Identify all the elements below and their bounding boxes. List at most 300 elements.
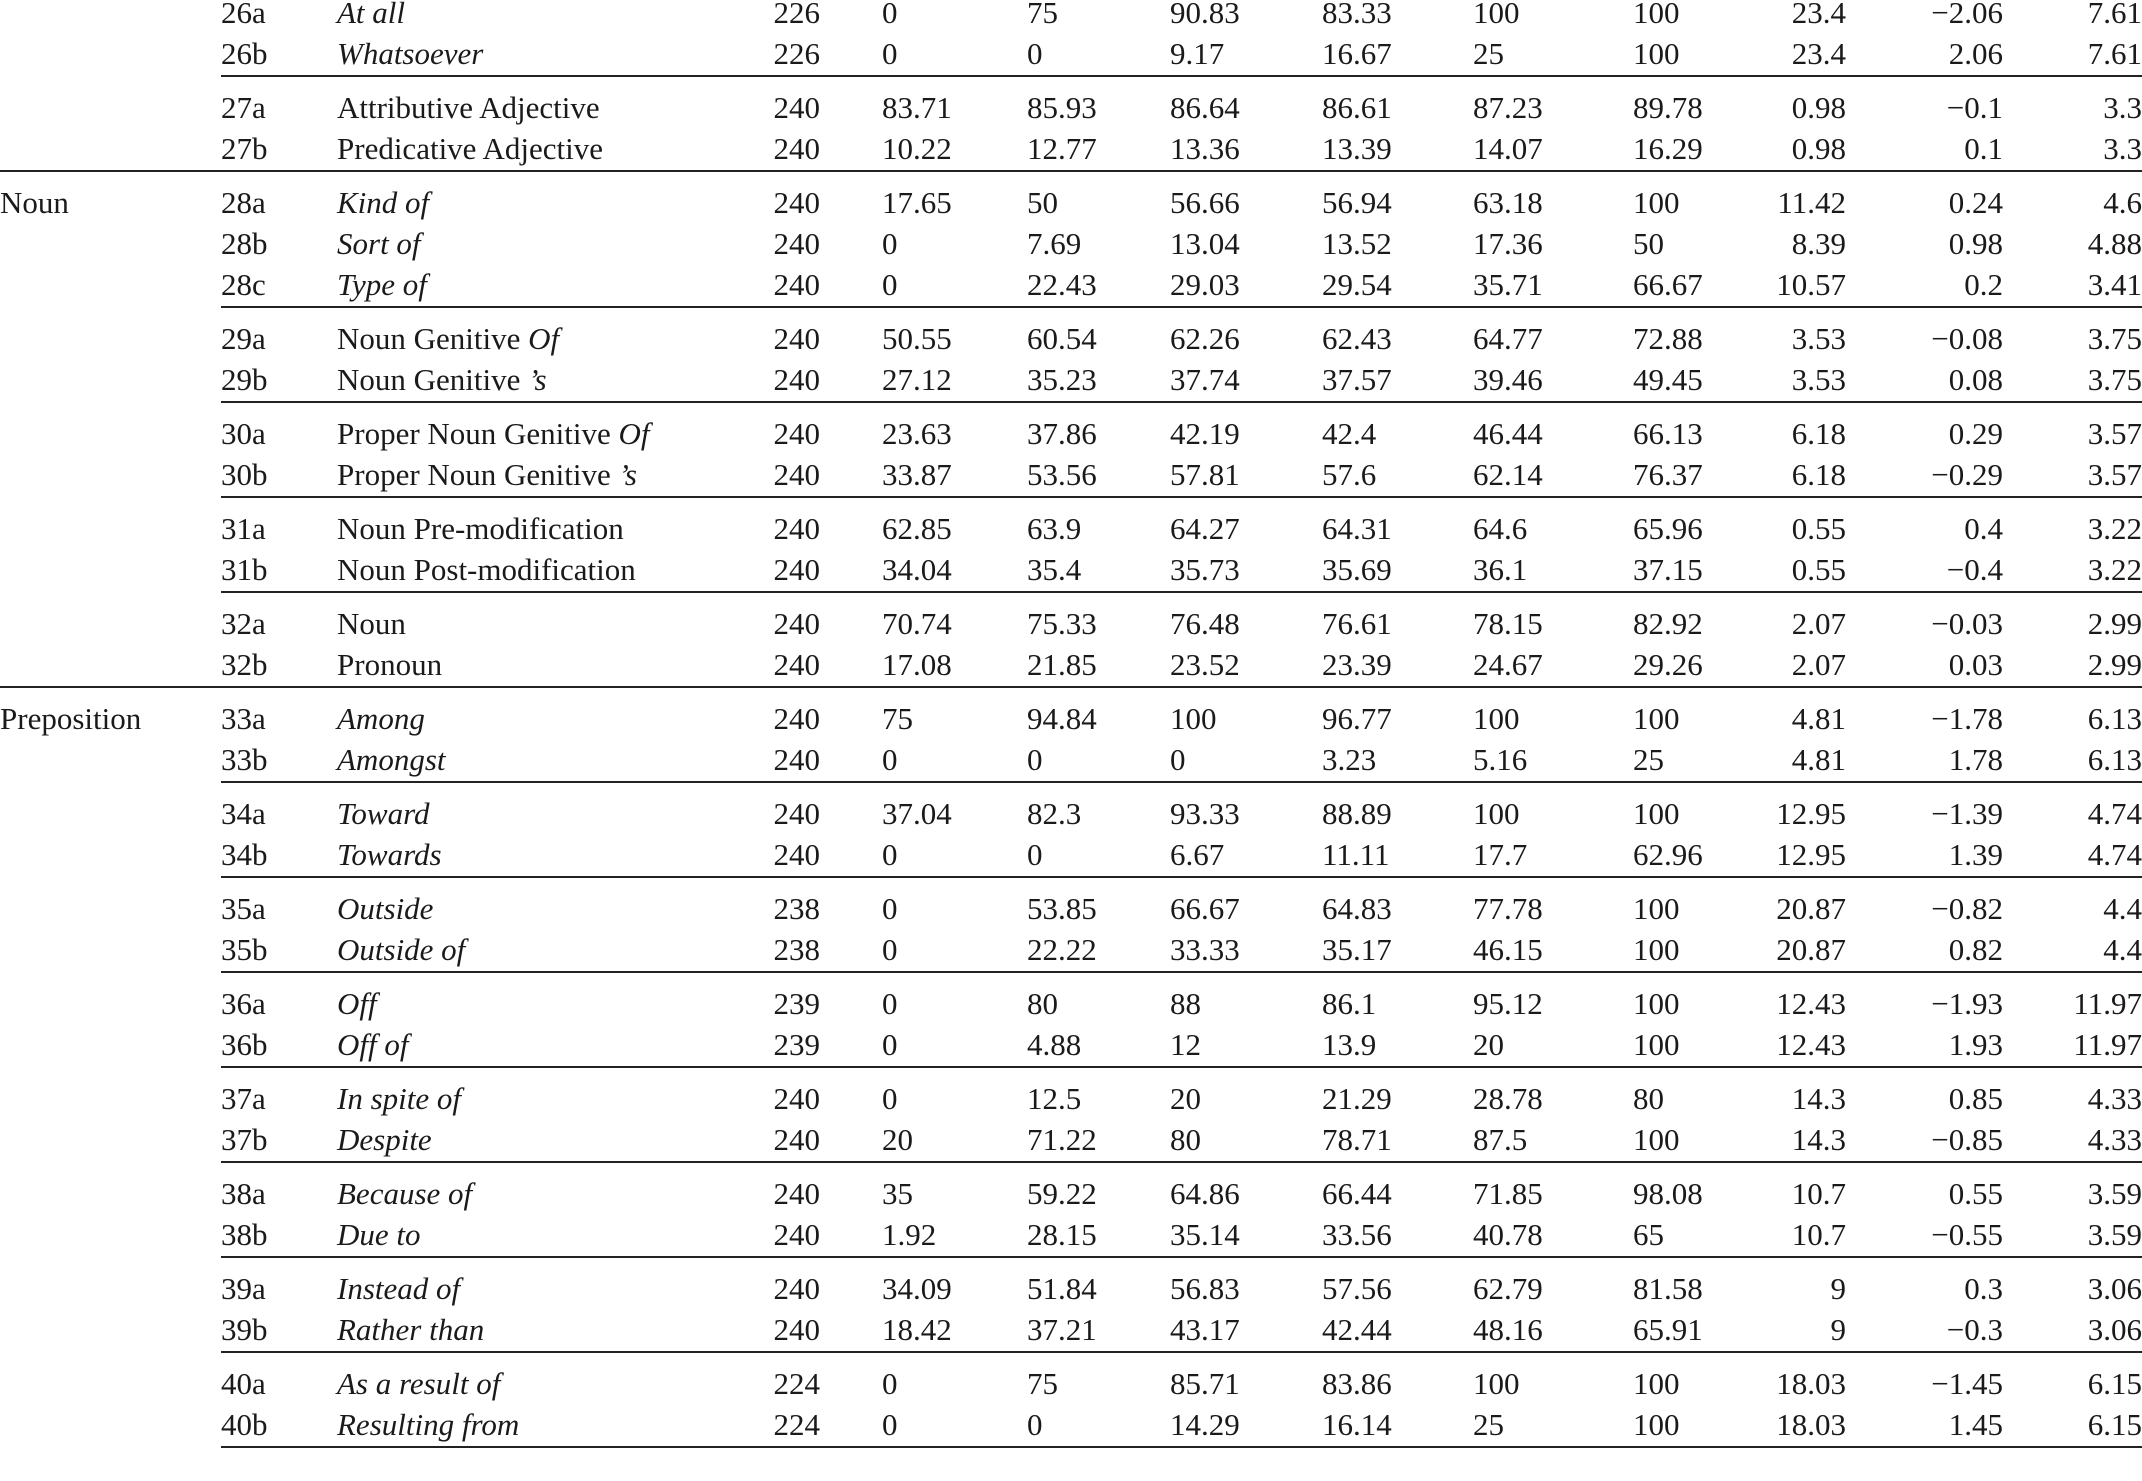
col-min: 10.22 — [882, 131, 952, 166]
row-id: 38b — [221, 1217, 268, 1252]
col-median: 85.71 — [1170, 1366, 1240, 1401]
col-mean: 57.6 — [1322, 457, 1377, 492]
row-label-text: Outside of — [337, 932, 466, 967]
col-q3: 78.15 — [1473, 606, 1543, 641]
col-sd: 20.87 — [1776, 932, 1846, 967]
col-q1: 37.21 — [1027, 1312, 1097, 1347]
col-q1: 51.84 — [1027, 1271, 1097, 1306]
col-q3: 87.5 — [1473, 1122, 1528, 1157]
row-id: 27b — [221, 131, 268, 166]
n-count: 240 — [773, 606, 820, 641]
col-skew: 1.45 — [1948, 1407, 2003, 1442]
col-skew: 1.93 — [1948, 1027, 2003, 1062]
row-id: 36a — [221, 986, 266, 1021]
col-min: 20 — [882, 1122, 913, 1157]
row-label-text: Among — [337, 701, 425, 736]
row-id: 30a — [221, 416, 266, 451]
table-row — [0, 739, 2142, 780]
col-min: 0 — [882, 36, 898, 71]
row-label — [337, 1268, 460, 1309]
col-max: 100 — [1633, 701, 1680, 736]
col-skew: 0.29 — [1948, 416, 2003, 451]
table-row — [0, 1024, 2142, 1065]
col-mean: 64.83 — [1322, 891, 1392, 926]
section-divider — [0, 170, 2142, 172]
col-q3: 40.78 — [1473, 1217, 1543, 1252]
col-q3: 36.1 — [1473, 552, 1528, 587]
col-sd: 11.42 — [1777, 185, 1846, 220]
col-median: 43.17 — [1170, 1312, 1240, 1347]
col-kurt: 3.57 — [2087, 457, 2142, 492]
col-sd: 2.07 — [1791, 606, 1846, 641]
col-max: 100 — [1633, 1366, 1680, 1401]
row-id: 34b — [221, 837, 268, 872]
row-id: 37b — [221, 1122, 268, 1157]
col-q1: 94.84 — [1027, 701, 1097, 736]
row-label — [337, 1173, 472, 1214]
row-label-text: Despite — [337, 1122, 432, 1157]
table-row — [0, 983, 2142, 1024]
row-label-text: Rather than — [337, 1312, 485, 1347]
col-max: 100 — [1633, 185, 1680, 220]
col-sd: 18.03 — [1776, 1407, 1846, 1442]
row-label-italic: Of — [618, 416, 650, 451]
col-kurt: 11.97 — [2073, 986, 2142, 1021]
table-row — [0, 359, 2142, 400]
col-skew: 0.3 — [1964, 1271, 2003, 1306]
table-row — [0, 1173, 2142, 1214]
col-min: 0 — [882, 1081, 898, 1116]
table-row — [0, 128, 2142, 169]
col-q1: 37.86 — [1027, 416, 1097, 451]
row-id: 30b — [221, 457, 268, 492]
row-id: 26a — [221, 0, 266, 30]
category-label: Preposition — [0, 701, 142, 736]
col-kurt: 3.75 — [2087, 362, 2142, 397]
col-min: 1.92 — [882, 1217, 937, 1252]
col-kurt: 4.4 — [2103, 932, 2142, 967]
n-count: 224 — [773, 1366, 820, 1401]
row-label-text: Off — [337, 986, 377, 1021]
pair-divider — [221, 1256, 2142, 1258]
col-kurt: 3.22 — [2087, 552, 2142, 587]
col-q3: 48.16 — [1473, 1312, 1543, 1347]
col-min: 0 — [882, 891, 898, 926]
row-label — [337, 0, 405, 33]
row-label-text: Off of — [337, 1027, 409, 1062]
col-skew: −1.78 — [1931, 701, 2003, 736]
col-median: 20 — [1170, 1081, 1201, 1116]
row-id: 33b — [221, 742, 268, 777]
col-q1: 75.33 — [1027, 606, 1097, 641]
col-skew: −0.4 — [1946, 552, 2003, 587]
col-mean: 13.39 — [1322, 131, 1392, 166]
col-sd: 3.53 — [1791, 362, 1846, 397]
col-min: 0 — [882, 0, 898, 30]
col-skew: −0.1 — [1946, 90, 2003, 125]
col-mean: 56.94 — [1322, 185, 1392, 220]
col-q3: 46.44 — [1473, 416, 1543, 451]
row-label — [337, 128, 603, 169]
row-label — [337, 1309, 484, 1350]
col-max: 100 — [1633, 1027, 1680, 1062]
col-sd: 10.57 — [1776, 267, 1846, 302]
row-label-text: As a result of — [337, 1366, 501, 1401]
col-max: 100 — [1633, 36, 1680, 71]
col-sd: 18.03 — [1776, 1366, 1846, 1401]
row-label-text: Type of — [337, 267, 427, 302]
col-q1: 28.15 — [1027, 1217, 1097, 1252]
col-skew: −0.08 — [1931, 321, 2003, 356]
row-label — [337, 1024, 408, 1065]
n-count: 240 — [773, 552, 820, 587]
col-q1: 0 — [1027, 837, 1043, 872]
col-q1: 4.88 — [1027, 1027, 1082, 1062]
row-label — [337, 33, 483, 74]
row-label — [337, 413, 650, 454]
col-q3: 63.18 — [1473, 185, 1543, 220]
pair-divider — [221, 781, 2142, 783]
col-q3: 25 — [1473, 1407, 1504, 1442]
n-count: 240 — [773, 416, 820, 451]
row-id: 28c — [221, 267, 266, 302]
col-median: 56.83 — [1170, 1271, 1240, 1306]
row-label-text: Toward — [337, 796, 430, 831]
col-min: 37.04 — [882, 796, 952, 831]
col-mean: 29.54 — [1322, 267, 1392, 302]
table-row — [0, 1309, 2142, 1350]
col-min: 0 — [882, 226, 898, 261]
col-q1: 7.69 — [1027, 226, 1082, 261]
col-median: 76.48 — [1170, 606, 1240, 641]
col-sd: 10.7 — [1791, 1176, 1846, 1211]
col-q1: 22.22 — [1027, 932, 1097, 967]
col-q1: 0 — [1027, 36, 1043, 71]
n-count: 240 — [773, 1271, 820, 1306]
row-label — [337, 1119, 432, 1160]
row-id: 40a — [221, 1366, 266, 1401]
col-mean: 35.17 — [1322, 932, 1392, 967]
row-label-text: Sort of — [337, 226, 421, 261]
col-median: 14.29 — [1170, 1407, 1240, 1442]
col-sd: 0.98 — [1791, 90, 1846, 125]
col-q1: 35.23 — [1027, 362, 1097, 397]
col-mean: 23.39 — [1322, 647, 1392, 682]
section-divider — [0, 686, 2142, 688]
col-sd: 6.18 — [1791, 457, 1846, 492]
col-q1: 82.3 — [1027, 796, 1082, 831]
col-max: 16.29 — [1633, 131, 1703, 166]
col-mean: 66.44 — [1322, 1176, 1392, 1211]
col-kurt: 3.41 — [2087, 267, 2142, 302]
n-count: 239 — [773, 986, 820, 1021]
col-q3: 35.71 — [1473, 267, 1543, 302]
col-kurt: 3.59 — [2087, 1217, 2142, 1252]
row-label-text: Due to — [337, 1217, 421, 1252]
col-median: 12 — [1170, 1027, 1201, 1062]
col-skew: 1.78 — [1948, 742, 2003, 777]
row-label-text: Kind of — [337, 185, 430, 220]
row-id: 26b — [221, 36, 268, 71]
col-skew: 0.24 — [1948, 185, 2003, 220]
col-skew: 0.85 — [1948, 1081, 2003, 1116]
row-label-text: Proper Noun Genitive — [337, 457, 619, 492]
col-q1: 35.4 — [1027, 552, 1082, 587]
col-q3: 25 — [1473, 36, 1504, 71]
table-row — [0, 223, 2142, 264]
row-label — [337, 698, 425, 739]
col-sd: 12.43 — [1776, 1027, 1846, 1062]
col-median: 90.83 — [1170, 0, 1240, 30]
col-mean: 76.61 — [1322, 606, 1392, 641]
col-mean: 37.57 — [1322, 362, 1392, 397]
col-q1: 50 — [1027, 185, 1058, 220]
col-sd: 12.95 — [1776, 796, 1846, 831]
col-q1: 59.22 — [1027, 1176, 1097, 1211]
col-min: 0 — [882, 267, 898, 302]
row-id: 39b — [221, 1312, 268, 1347]
col-q1: 63.9 — [1027, 511, 1082, 546]
row-label — [337, 264, 427, 305]
col-mean: 11.11 — [1322, 837, 1390, 872]
row-label — [337, 223, 421, 264]
col-sd: 2.07 — [1791, 647, 1846, 682]
table-row — [0, 1214, 2142, 1255]
col-kurt: 3.06 — [2087, 1271, 2142, 1306]
row-label — [337, 888, 433, 929]
col-sd: 4.81 — [1791, 742, 1846, 777]
col-q1: 53.56 — [1027, 457, 1097, 492]
n-count: 239 — [773, 1027, 820, 1062]
col-median: 66.67 — [1170, 891, 1240, 926]
col-max: 65 — [1633, 1217, 1664, 1252]
row-id: 28a — [221, 185, 266, 220]
table-row — [0, 318, 2142, 359]
row-label-text: Because of — [337, 1176, 473, 1211]
col-max: 100 — [1633, 1122, 1680, 1157]
col-sd: 9 — [1830, 1312, 1846, 1347]
row-id: 31a — [221, 511, 266, 546]
col-min: 0 — [882, 1366, 898, 1401]
col-skew: −0.55 — [1931, 1217, 2003, 1252]
table-row — [0, 698, 2142, 739]
pair-divider — [221, 876, 2142, 878]
row-label — [337, 87, 600, 128]
col-kurt: 3.22 — [2087, 511, 2142, 546]
n-count: 240 — [773, 185, 820, 220]
table-row — [0, 1078, 2142, 1119]
col-skew: 0.2 — [1964, 267, 2003, 302]
col-skew: −0.85 — [1931, 1122, 2003, 1157]
col-skew: 0.4 — [1964, 511, 2003, 546]
row-label — [337, 929, 465, 970]
col-max: 100 — [1633, 1407, 1680, 1442]
n-count: 240 — [773, 1176, 820, 1211]
col-mean: 16.14 — [1322, 1407, 1392, 1442]
col-skew: −2.06 — [1931, 0, 2003, 30]
col-max: 66.13 — [1633, 416, 1703, 451]
col-max: 65.96 — [1633, 511, 1703, 546]
col-max: 81.58 — [1633, 1271, 1703, 1306]
pair-divider — [221, 401, 2142, 403]
col-kurt: 6.13 — [2087, 701, 2142, 736]
col-max: 100 — [1633, 891, 1680, 926]
col-mean: 33.56 — [1322, 1217, 1392, 1252]
col-sd: 8.39 — [1791, 226, 1846, 261]
col-min: 0 — [882, 837, 898, 872]
col-q1: 53.85 — [1027, 891, 1097, 926]
col-kurt: 4.88 — [2087, 226, 2142, 261]
col-skew: −0.29 — [1931, 457, 2003, 492]
n-count: 240 — [773, 1217, 820, 1252]
col-median: 88 — [1170, 986, 1201, 1021]
row-id: 27a — [221, 90, 266, 125]
row-label-text: Towards — [337, 837, 442, 872]
n-count: 238 — [773, 932, 820, 967]
col-q1: 85.93 — [1027, 90, 1097, 125]
col-sd: 9 — [1830, 1271, 1846, 1306]
col-median: 33.33 — [1170, 932, 1240, 967]
row-label-text: Noun — [337, 606, 406, 641]
col-mean: 86.1 — [1322, 986, 1377, 1021]
table-row — [0, 264, 2142, 305]
n-count: 240 — [773, 511, 820, 546]
col-kurt: 2.99 — [2087, 647, 2142, 682]
col-max: 37.15 — [1633, 552, 1703, 587]
row-label-italic: Of — [528, 321, 560, 356]
col-kurt: 4.4 — [2103, 891, 2142, 926]
table-row — [0, 603, 2142, 644]
col-q3: 39.46 — [1473, 362, 1543, 397]
row-label-text: Instead of — [337, 1271, 461, 1306]
col-q1: 75 — [1027, 0, 1058, 30]
col-mean: 42.4 — [1322, 416, 1377, 451]
row-id: 38a — [221, 1176, 266, 1211]
col-median: 23.52 — [1170, 647, 1240, 682]
col-q1: 12.77 — [1027, 131, 1097, 166]
col-mean: 78.71 — [1322, 1122, 1392, 1157]
row-id: 36b — [221, 1027, 268, 1062]
col-q3: 100 — [1473, 701, 1520, 736]
row-label-text: Pronoun — [337, 647, 443, 682]
row-label-text: Amongst — [337, 742, 446, 777]
category-label: Noun — [0, 185, 69, 220]
row-label — [337, 359, 547, 400]
row-id: 32b — [221, 647, 268, 682]
col-skew: 0.08 — [1948, 362, 2003, 397]
row-label — [337, 549, 636, 590]
col-skew: −0.3 — [1946, 1312, 2003, 1347]
row-label — [337, 983, 377, 1024]
col-min: 75 — [882, 701, 913, 736]
col-skew: −1.45 — [1931, 1366, 2003, 1401]
row-label-text: At all — [337, 0, 406, 30]
col-q1: 0 — [1027, 1407, 1043, 1442]
table-row — [0, 33, 2142, 74]
row-label-text: Whatsoever — [337, 36, 484, 71]
table-row — [0, 0, 2142, 33]
col-kurt: 4.6 — [2103, 185, 2142, 220]
row-id: 39a — [221, 1271, 266, 1306]
row-label — [337, 793, 430, 834]
col-median: 42.19 — [1170, 416, 1240, 451]
col-kurt: 3.75 — [2087, 321, 2142, 356]
col-min: 17.65 — [882, 185, 952, 220]
table-row — [0, 834, 2142, 875]
row-id: 34a — [221, 796, 266, 831]
row-label — [337, 603, 406, 644]
row-id: 40b — [221, 1407, 268, 1442]
col-max: 25 — [1633, 742, 1664, 777]
n-count: 240 — [773, 131, 820, 166]
col-kurt: 3.57 — [2087, 416, 2142, 451]
col-median: 13.04 — [1170, 226, 1240, 261]
col-mean: 83.86 — [1322, 1366, 1392, 1401]
col-median: 80 — [1170, 1122, 1201, 1157]
col-median: 56.66 — [1170, 185, 1240, 220]
col-max: 29.26 — [1633, 647, 1703, 682]
row-label-text: Resulting from — [337, 1407, 520, 1442]
col-sd: 0.98 — [1791, 131, 1846, 166]
col-min: 0 — [882, 742, 898, 777]
col-max: 62.96 — [1633, 837, 1703, 872]
col-max: 50 — [1633, 226, 1664, 261]
col-skew: 0.55 — [1948, 1176, 2003, 1211]
row-label-text: In spite of — [337, 1081, 461, 1116]
row-label — [337, 1363, 500, 1404]
col-q3: 100 — [1473, 1366, 1520, 1401]
col-q3: 95.12 — [1473, 986, 1543, 1021]
col-mean: 21.29 — [1322, 1081, 1392, 1116]
row-id: 35b — [221, 932, 268, 967]
n-count: 240 — [773, 457, 820, 492]
pair-divider — [221, 306, 2142, 308]
col-q3: 14.07 — [1473, 131, 1543, 166]
col-median: 9.17 — [1170, 36, 1225, 71]
col-min: 33.87 — [882, 457, 952, 492]
row-id: 35a — [221, 891, 266, 926]
col-q3: 71.85 — [1473, 1176, 1543, 1211]
col-mean: 83.33 — [1322, 0, 1392, 30]
col-q3: 5.16 — [1473, 742, 1528, 777]
col-q1: 21.85 — [1027, 647, 1097, 682]
row-label-text: Noun Genitive — [337, 321, 529, 356]
col-min: 50.55 — [882, 321, 952, 356]
col-sd: 3.53 — [1791, 321, 1846, 356]
col-median: 64.86 — [1170, 1176, 1240, 1211]
col-min: 17.08 — [882, 647, 952, 682]
col-median: 35.14 — [1170, 1217, 1240, 1252]
col-max: 66.67 — [1633, 267, 1703, 302]
n-count: 240 — [773, 1312, 820, 1347]
col-mean: 62.43 — [1322, 321, 1392, 356]
col-median: 37.74 — [1170, 362, 1240, 397]
col-median: 57.81 — [1170, 457, 1240, 492]
col-min: 35 — [882, 1176, 913, 1211]
col-q3: 20 — [1473, 1027, 1504, 1062]
row-id: 28b — [221, 226, 268, 261]
pair-divider — [221, 1446, 2142, 1448]
col-kurt: 11.97 — [2073, 1027, 2142, 1062]
n-count: 226 — [773, 0, 820, 30]
col-q3: 64.77 — [1473, 321, 1543, 356]
row-label — [337, 1078, 461, 1119]
col-q1: 80 — [1027, 986, 1058, 1021]
col-min: 70.74 — [882, 606, 952, 641]
row-label — [337, 834, 442, 875]
col-median: 29.03 — [1170, 267, 1240, 302]
col-q3: 62.79 — [1473, 1271, 1543, 1306]
